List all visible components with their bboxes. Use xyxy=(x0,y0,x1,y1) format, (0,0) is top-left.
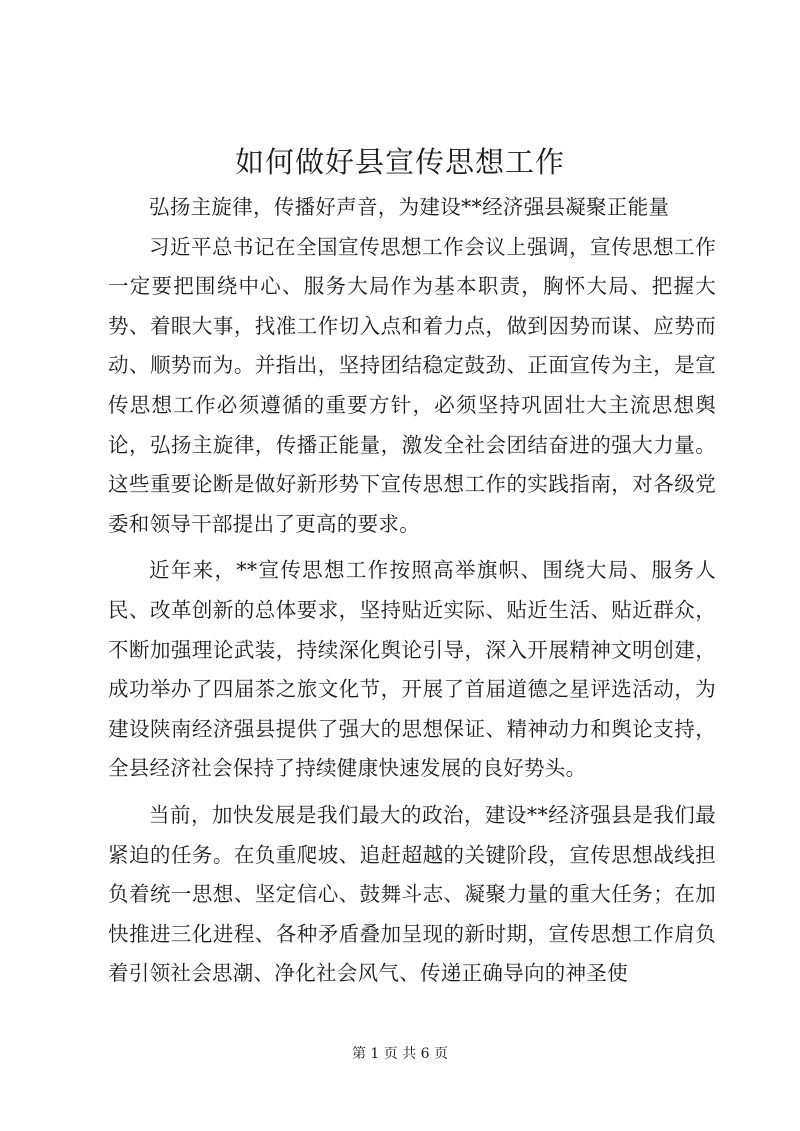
paragraph-1: 习近平总书记在全国宣传思想工作会议上强调，宣传思想工作一定要把围绕中心、服务大局作为基本职责，胸怀大局、把握大势、着眼大事，找准工作切入点和着力点，做到因势而谋、应势而动、顺势而为。并指出，坚持团结稳定鼓劲、正面宣传为主，是宣传思想工作必须遵循的重要方针，必须坚持巩固壮大主流思想舆论，弘扬主旋律，传播正能量，激发全社会团结奋进的强大力量。这些重要论断是做好新形势下宣传思想工作的实践指南，对各级党委和领导干部提出了更高的要求。 xyxy=(108,234,716,536)
document-subtitle: 弘扬主旋律，传播好声音，为建设**经济强县凝聚正能量 xyxy=(149,195,670,219)
document-body xyxy=(108,188,716,994)
paragraph-2: 近年来，**宣传思想工作按照高举旗帜、围绕大局、服务人民、改革创新的总体要求，坚持贴近实际、贴近生活、贴近群众，不断加强理论武装，持续深化舆论引导，深入开展精神文明创建，成功举办了四届茶之旅文化节，开展了首届道德之星评选活动，为建设陕南经济强县提供了强大的思想保证、精神动力和舆论支持，全县经济社会保持了持续健康快速发展的良好势头。 xyxy=(108,558,716,781)
paragraph-3: 当前，加快发展是我们最大的政治，建设**经济强县是我们最紧迫的任务。在负重爬坡、追赶超越的关键阶段，宣传思想战线担负着统一思想、坚定信心、鼓舞斗志、凝聚力量的重大任务；在加快推进三化进程、各种矛盾叠加呈现的新时期，宣传思想工作肩负着引领社会思潮、净化社会风气、传递正确导向的神圣使 xyxy=(108,802,716,986)
page-footer: 第 1 页 共 6 页 xyxy=(351,1046,449,1062)
document-title: 如何做好县宣传思想工作 xyxy=(234,145,565,179)
